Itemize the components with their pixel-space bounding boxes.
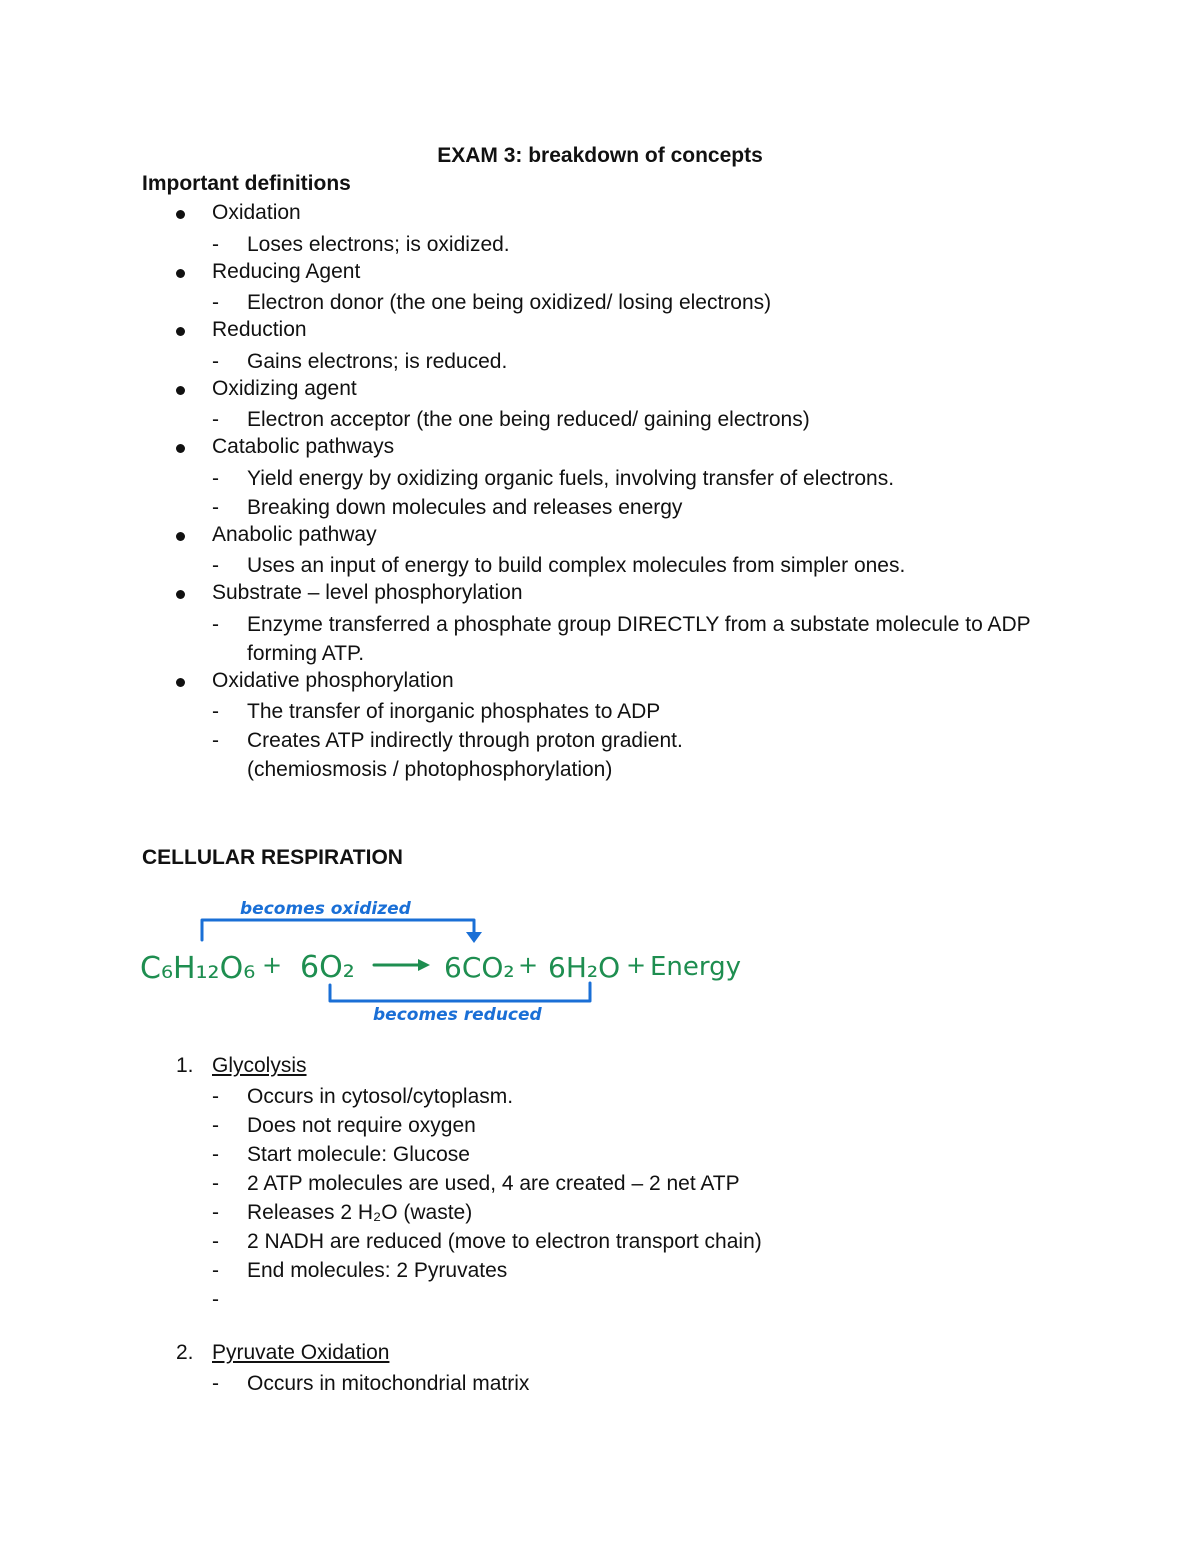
bullet-icon bbox=[176, 532, 185, 541]
definition-term: Reduction bbox=[0, 317, 1200, 347]
dash-icon: - bbox=[212, 1114, 219, 1137]
definition-point: - Breaking down molecules and releases energy bbox=[0, 493, 1200, 522]
definition-term: Oxidizing agent bbox=[0, 376, 1200, 406]
dash-icon: - bbox=[212, 1230, 219, 1253]
reduced-bracket bbox=[330, 983, 590, 1001]
dash-icon: - bbox=[212, 408, 219, 431]
definition-point: - Electron donor (the one being oxidized/ losing electrons) bbox=[0, 288, 1200, 317]
step-point: - Occurs in mitochondrial matrix bbox=[0, 1369, 1200, 1398]
respiration-heading: CELLULAR RESPIRATION bbox=[142, 846, 403, 869]
water-formula: 6H₂O bbox=[548, 951, 621, 984]
dash-icon: - bbox=[212, 291, 219, 314]
energy-label: Energy bbox=[650, 952, 742, 982]
bullet-icon bbox=[176, 590, 185, 599]
bullet-icon bbox=[176, 678, 185, 687]
definition-point: - Loses electrons; is oxidized. bbox=[0, 230, 1200, 259]
step-point: - 2 NADH are reduced (move to electron transport chain) bbox=[0, 1227, 1200, 1256]
definition-point: - Enzyme transferred a phosphate group DIRECTLY from a substate molecule to ADP forming ATP. bbox=[0, 610, 1200, 668]
dash-icon: - bbox=[212, 612, 219, 636]
oxidized-label: becomes oxidized bbox=[240, 899, 411, 919]
step-point: - Releases 2 H₂O (waste) bbox=[0, 1198, 1200, 1227]
definition-term: Oxidation bbox=[0, 200, 1200, 230]
dash-icon: - bbox=[212, 1372, 219, 1395]
step-heading: 1. Glycolysis bbox=[176, 1054, 307, 1077]
step-point: - 2 ATP molecules are used, 4 are created – 2 net ATP bbox=[0, 1169, 1200, 1198]
co2-formula: 6CO₂ bbox=[444, 951, 515, 984]
plus-sign: + bbox=[262, 951, 283, 979]
dash-icon: - bbox=[212, 700, 219, 723]
dash-icon: - bbox=[212, 1288, 219, 1311]
bullet-icon bbox=[176, 444, 185, 453]
respiration-equation bbox=[130, 885, 750, 1035]
definition-term: Catabolic pathways bbox=[0, 434, 1200, 464]
step-point: - End molecules: 2 Pyruvates bbox=[0, 1256, 1200, 1285]
definition-point: - Gains electrons; is reduced. bbox=[0, 347, 1200, 376]
steps-list bbox=[0, 1052, 1200, 1314]
definition-point: - Creates ATP indirectly through proton gradient. (chemiosmosis / photophosphorylation) bbox=[0, 726, 1200, 784]
definition-point: - Uses an input of energy to build complex molecules from simpler ones. bbox=[0, 551, 1200, 580]
dash-icon: - bbox=[212, 1201, 219, 1224]
dash-icon: - bbox=[212, 729, 219, 752]
dash-icon: - bbox=[212, 495, 219, 519]
definition-point: - Yield energy by oxidizing organic fuels, involving transfer of electrons. bbox=[0, 464, 1200, 493]
page-title: EXAM 3: breakdown of concepts bbox=[437, 144, 763, 167]
dash-icon: - bbox=[212, 466, 219, 490]
dash-icon: - bbox=[212, 349, 219, 373]
reaction-arrow-icon bbox=[374, 959, 430, 971]
oxygen-formula: 6O₂ bbox=[300, 950, 355, 985]
bullet-icon bbox=[176, 269, 185, 278]
definitions-list bbox=[0, 200, 1200, 784]
definition-term: Oxidative phosphorylation bbox=[0, 668, 1200, 698]
bullet-icon bbox=[176, 386, 185, 395]
dash-icon: - bbox=[212, 1172, 219, 1195]
steps-list bbox=[0, 1339, 1200, 1398]
plus-sign: + bbox=[626, 951, 647, 979]
dash-icon: - bbox=[212, 554, 219, 577]
bullet-icon bbox=[176, 210, 185, 219]
reduced-label: becomes reduced bbox=[373, 1005, 542, 1025]
glucose-formula: C₆H₁₂O₆ bbox=[140, 951, 256, 986]
dash-icon: - bbox=[212, 1143, 219, 1166]
oxidized-bracket bbox=[202, 920, 482, 943]
step-point bbox=[0, 1285, 1200, 1314]
step-point: - Start molecule: Glucose bbox=[0, 1140, 1200, 1169]
definitions-heading: Important definitions bbox=[142, 172, 351, 195]
definition-point: - The transfer of inorganic phosphates to ADP bbox=[0, 697, 1200, 726]
step-point: - Occurs in cytosol/cytoplasm. bbox=[0, 1082, 1200, 1111]
bullet-icon bbox=[176, 327, 185, 336]
dash-icon: - bbox=[212, 1259, 219, 1282]
dash-icon: - bbox=[212, 1085, 219, 1108]
plus-sign: + bbox=[518, 951, 539, 979]
step-heading: 2. Pyruvate Oxidation bbox=[176, 1341, 390, 1364]
definition-term: Reducing Agent bbox=[0, 259, 1200, 289]
dash-icon: - bbox=[212, 232, 219, 256]
definition-point: - Electron acceptor (the one being reduced/ gaining electrons) bbox=[0, 405, 1200, 434]
definition-term: Substrate – level phosphorylation bbox=[0, 580, 1200, 610]
arrow-down-icon bbox=[466, 932, 482, 943]
step-point: - Does not require oxygen bbox=[0, 1111, 1200, 1140]
definition-term: Anabolic pathway bbox=[0, 522, 1200, 552]
